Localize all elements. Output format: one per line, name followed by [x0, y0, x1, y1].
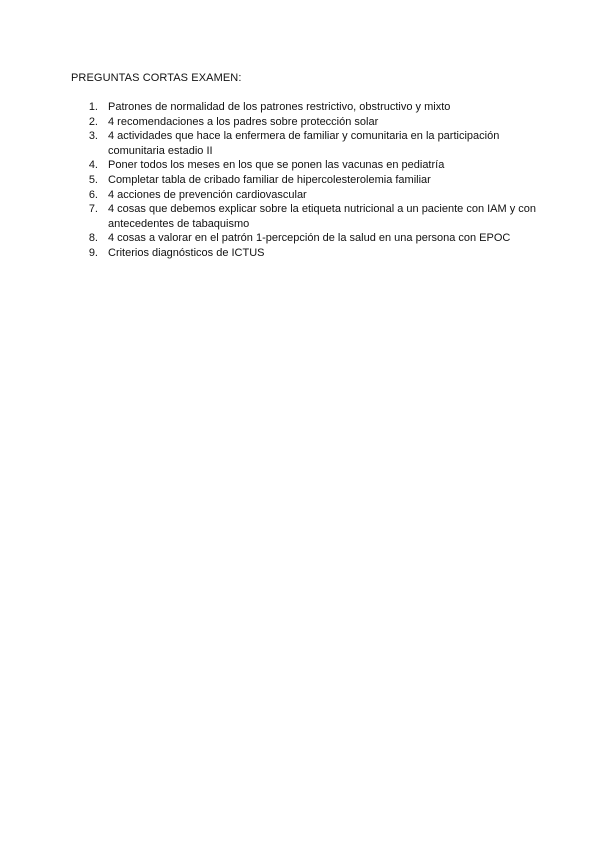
question-text: Criterios diagnósticos de ICTUS [108, 246, 265, 259]
question-text: Completar tabla de cribado familiar de hipercolesterolemia familiar [108, 173, 431, 186]
question-item-8 [71, 231, 541, 246]
question-text: Patrones de normalidad de los patrones restrictivo, obstructivo y mixto [108, 101, 451, 113]
question-number: 8. [88, 232, 98, 245]
question-text: 4 actividades que hace la enfermera de familiar y comunitaria en la participación comunitaria estadio II [108, 130, 500, 157]
question-number: 7. [88, 203, 98, 216]
question-number: 3. [88, 130, 98, 143]
question-item-6 [71, 188, 541, 203]
question-item-7 [71, 202, 541, 231]
question-item-2 [71, 115, 541, 130]
document-heading: PREGUNTAS CORTAS EXAMEN: [71, 72, 242, 84]
question-text: 4 cosas que debemos explicar sobre la etiqueta nutricional a un paciente con IAM y con antecedentes de tabaquismo [108, 203, 537, 230]
question-item-1 [71, 100, 541, 115]
question-item-9 [71, 246, 541, 261]
question-text: 4 acciones de prevención cardiovascular [108, 188, 307, 201]
question-text: Poner todos los meses en los que se ponen las vacunas en pediatría [108, 159, 445, 172]
question-list [71, 100, 541, 261]
question-item-5 [71, 173, 541, 188]
question-number: 6. [88, 188, 98, 201]
question-number: 5. [88, 173, 98, 186]
question-item-4 [71, 158, 541, 173]
question-text: 4 recomendaciones a los padres sobre protección solar [108, 115, 379, 128]
question-text: 4 cosas a valorar en el patrón 1-percepción de la salud en una persona con EPOC [108, 232, 511, 245]
question-number: 2. [88, 115, 98, 128]
question-item-3 [71, 129, 541, 158]
question-number: 4. [88, 159, 98, 172]
question-number: 1. [88, 101, 98, 113]
question-number: 9. [88, 246, 98, 259]
